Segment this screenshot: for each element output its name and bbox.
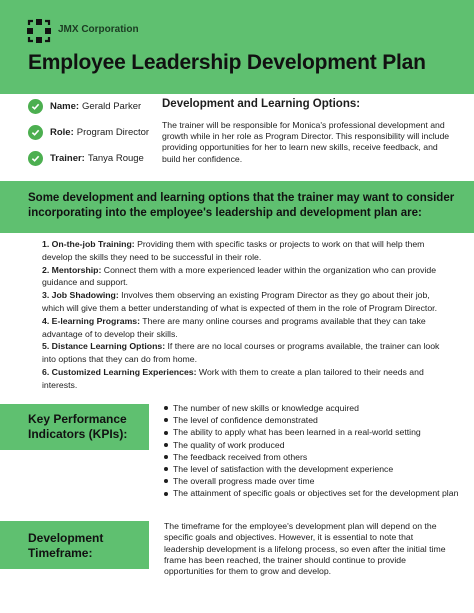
bullet-icon — [164, 479, 168, 483]
kpi-text: The number of new skills or knowledge acquired — [173, 403, 359, 413]
page-title: Employee Leadership Development Plan — [28, 51, 426, 74]
kpi-text: The level of satisfaction with the development experience — [173, 464, 394, 475]
kpi-list — [164, 402, 458, 500]
bullet-icon — [164, 455, 168, 459]
kpi-text: The attainment of specific goals or objectives set for the development plan — [173, 488, 459, 499]
item-text: Connect them with a more experienced leader within the organization who can provide guidance and support. — [42, 264, 437, 288]
list-item — [164, 463, 458, 475]
info-label: Trainer: — [50, 152, 85, 164]
info-value: Gerald Parker — [82, 100, 142, 112]
info-label: Name: — [50, 100, 80, 112]
list-item — [42, 289, 452, 315]
info-role — [28, 124, 149, 140]
timeframe-body: The timeframe for the employee's development plan will depend on the specific goals and objectives. However, it is essential to note that leadership development is a lifelong process, so even after the initial time frame has been reached, the trainer should continue to provide opportunities for them to grow and develop. — [164, 521, 446, 577]
kpi-text: The feedback received from others — [173, 451, 308, 462]
list-item — [164, 475, 458, 487]
item-number: 2. — [42, 264, 50, 275]
item-text: Involves them observing an existing Program Director as they go about their job, which will give them a better understanding of what is expected of them in the role of Program Director. — [42, 290, 437, 313]
options-intro-text: Some development and learning options that the trainer may want to consider incorporating into the employee's leadership and development plan are: — [28, 192, 455, 219]
company-name: JMX Corporation — [58, 24, 139, 35]
kpi-text: The ability to apply what has been learned in a real-world setting — [173, 427, 421, 438]
list-item — [42, 238, 452, 264]
item-number: 3. — [42, 290, 50, 301]
list-item — [42, 366, 452, 392]
item-text: Work with them to create a plan tailored to their needs and interests. — [42, 366, 424, 390]
item-title: Mentorship: — [51, 264, 102, 275]
check-circle-icon — [28, 99, 43, 114]
timeframe-heading-line: Timeframe: — [28, 546, 93, 560]
check-circle-icon — [28, 151, 43, 166]
item-text: Providing them with specific tasks or projects to work on that will help them develop the skills they need to be successful in their role. — [42, 239, 425, 262]
timeframe-heading-line: Development — [28, 531, 104, 545]
check-circle-icon — [28, 125, 43, 140]
kpi-heading-line: Indicators (KPIs): — [28, 427, 128, 441]
bullet-icon — [164, 418, 168, 422]
development-title: Development and Learning Options: — [162, 98, 361, 110]
kpi-text: The level of confidence demonstrated — [173, 415, 318, 426]
development-body: The trainer will be responsible for Monica's professional development and growth while in her role as Program Director. This responsibility will include providing opportunities for her to learn new skills, receive feedback, and build her confidence. — [162, 120, 450, 164]
header-banner — [0, 0, 474, 94]
list-item — [164, 402, 458, 414]
item-number: 5. — [42, 341, 50, 352]
item-text: There are many online courses and programs available that they can take advantage of to develop their skills. — [42, 315, 426, 339]
list-item — [164, 414, 458, 426]
item-number: 1. — [42, 239, 50, 249]
kpi-heading-line: Key Performance — [28, 412, 127, 426]
item-title: E-learning Programs: — [51, 315, 141, 326]
list-item — [42, 340, 452, 366]
kpi-heading — [28, 412, 127, 442]
list-item — [164, 487, 458, 499]
item-title: Customized Learning Experiences: — [51, 366, 197, 377]
list-item — [164, 451, 458, 463]
options-list — [42, 238, 452, 392]
item-number: 6. — [42, 366, 50, 377]
bullet-icon — [164, 431, 168, 435]
bullet-icon — [164, 492, 168, 496]
cross-dots-logo-icon — [26, 18, 52, 44]
list-item — [164, 439, 458, 451]
list-item — [42, 264, 452, 290]
kpi-text: The quality of work produced — [173, 439, 285, 450]
list-item — [42, 315, 452, 341]
timeframe-heading — [28, 531, 103, 561]
info-label: Role: — [50, 126, 74, 138]
kpi-text: The overall progress made over time — [173, 476, 315, 487]
bullet-icon — [164, 467, 168, 471]
bullet-icon — [164, 443, 168, 447]
info-value: Program Director — [76, 126, 150, 138]
item-number: 4. — [42, 315, 50, 326]
info-name — [28, 98, 141, 114]
item-title: Distance Learning Options: — [51, 341, 166, 352]
bullet-icon — [164, 406, 168, 410]
item-title: On-the-job Training: — [51, 239, 135, 249]
info-value: Tanya Rouge — [87, 152, 144, 164]
list-item — [164, 426, 458, 438]
item-title: Job Shadowing: — [51, 290, 119, 301]
info-trainer — [28, 150, 144, 166]
item-text: If there are no local courses or programs available, the trainer can look into options that they can do from home. — [42, 341, 440, 365]
